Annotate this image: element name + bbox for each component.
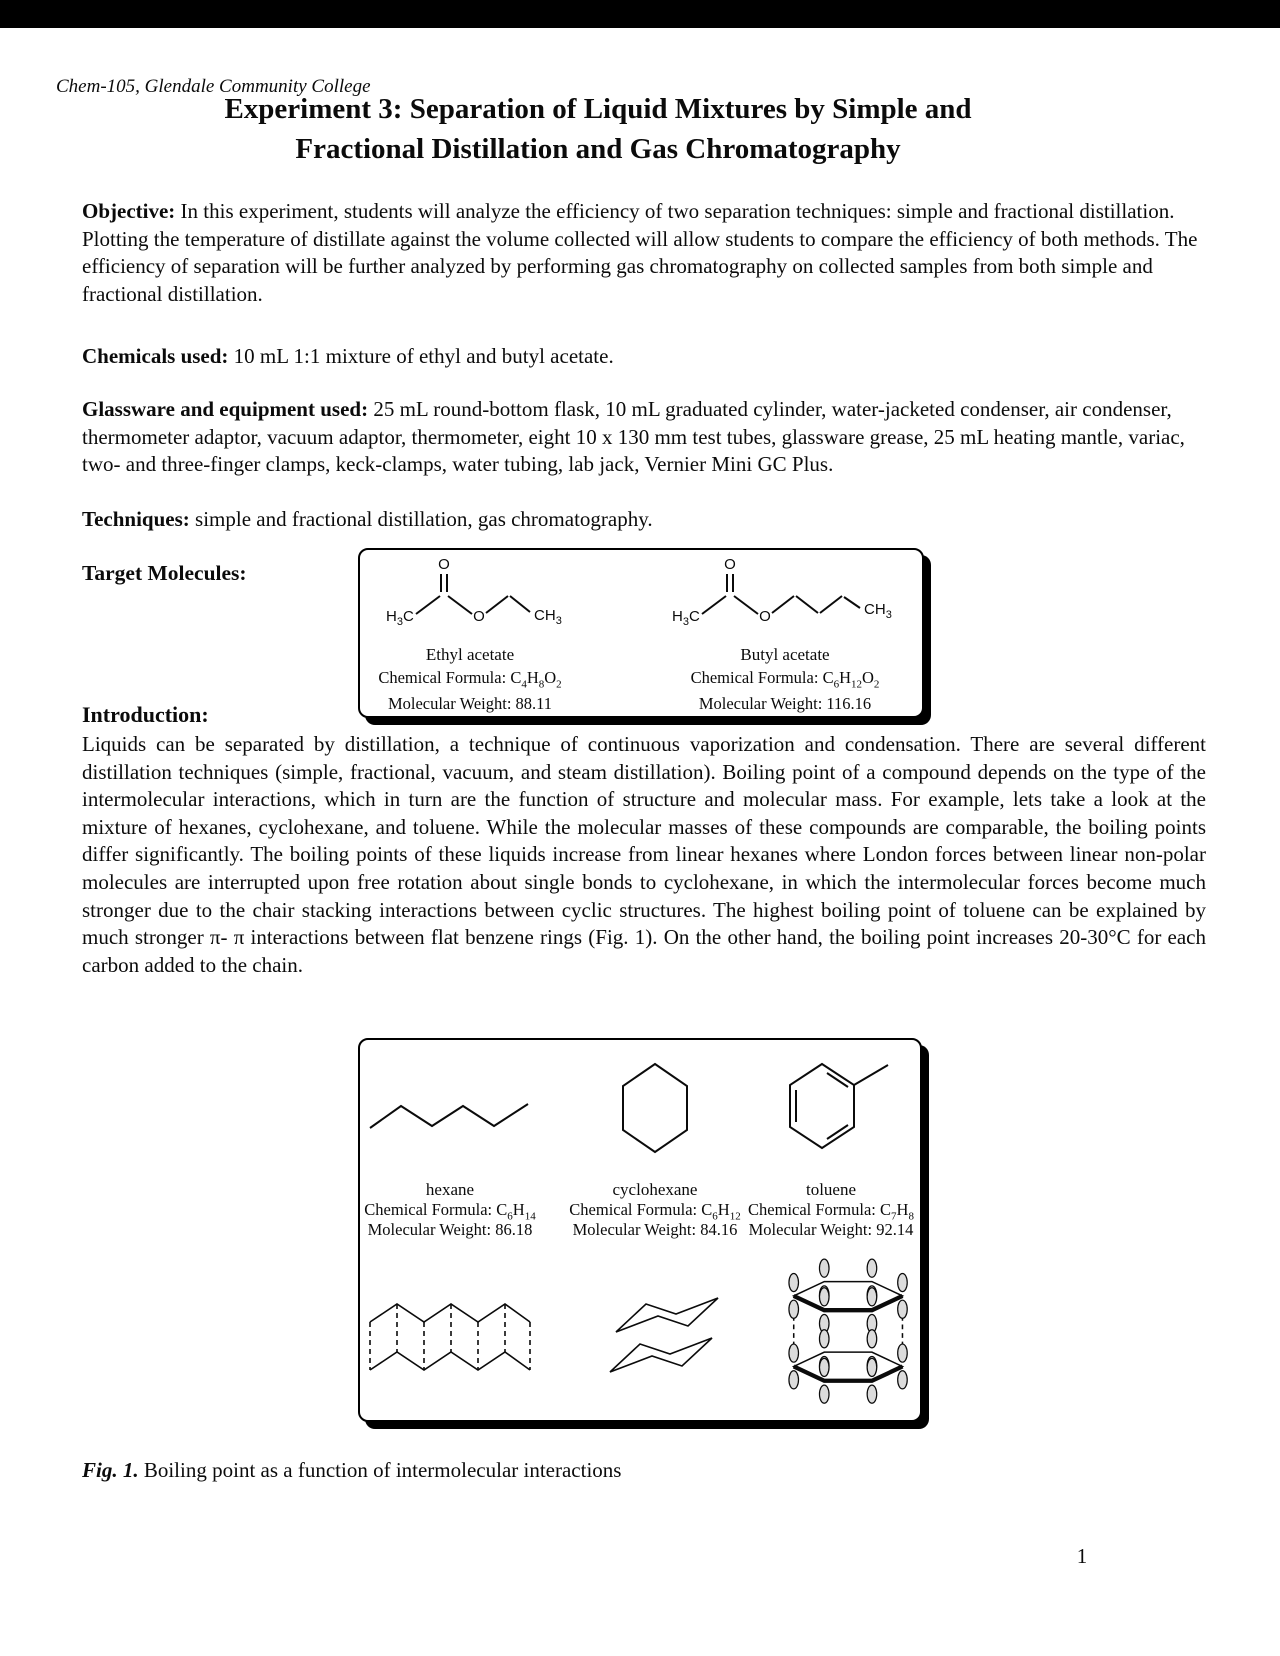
glassware-text: 25 mL round-bottom flask, 10 mL graduated cylinder, water-jacketed condenser, air condenser, thermometer adaptor, vacuum adaptor, thermometer, eight 10 x 130 mm test tubes, glassware grease, 25 mL heating mantle, variac, two- and three-finger clamps, keck-clamps, water tubing, lab jack, Vernier Mini GC Plus.: [82, 397, 1185, 477]
butyl-acetate-structure: [668, 556, 903, 634]
molecule-formula: Chemical Formula: $C_4H_8O_2$: [378, 668, 562, 691]
ethyl-ester-o-label: O: [473, 608, 485, 625]
chair-stacking-diagram: [608, 1292, 723, 1377]
fig1-weight-cyclohexane: Molecular Weight: 84.16: [572, 1220, 738, 1239]
butyl-methyl-right-label: $CH_3$: [864, 601, 892, 621]
toluene-structure: [784, 1060, 896, 1152]
techniques-label: Techniques:: [82, 507, 190, 531]
course-header: Chem-105, Glendale Community College: [56, 76, 371, 97]
butyl-ester-o-label: O: [759, 608, 771, 625]
fig1-name-hexane: hexane: [425, 1180, 475, 1199]
introduction-paragraph: Liquids can be separated by distillation, a technique of continuous vaporization and condensation. There are several different distillation techniques (simple, fractional, vacuum, and steam distillation). Boiling point of a compound depends on the type of the intermolecular interactions, which in turn are the function of structure and molecular mass. For example, lets take a look at the mixture of hexanes, cyclohexane, and toluene. While the molecular masses of these compounds are comparable, the boiling points differ significantly. The boiling points of these liquids increase from linear hexanes where London forces between linear non-polar molecules are interrupted upon free rotation about single bonds to cyclohexane, in which the intermolecular forces become much stronger due to the chair stacking interactions between cyclic structures. The highest boiling point of toluene can be explained by much stronger π- π interactions between flat benzene rings (Fig. 1). On the other hand, the boiling point increases 20-30°C for each carbon added to the chain.: [82, 732, 1206, 977]
pi-stacking-diagram: [788, 1254, 912, 1416]
figure1-caption-label: Fig. 1.: [82, 1458, 139, 1482]
ethyl-acetate-caption: [370, 645, 570, 714]
target-molecules-label: Target Molecules:: [82, 561, 247, 585]
fig1-formula-cyclohexane: Chemical Formula: $C_6H_{12}$: [569, 1200, 741, 1223]
title-line-1: Experiment 3: Separation of Liquid Mixtures by Simple and: [224, 93, 972, 125]
chemicals-label: Chemicals used:: [82, 344, 229, 368]
fig1-formula-toluene: Chemical Formula: $C_7H_8$: [748, 1200, 914, 1223]
page-number: 1: [1076, 1544, 1088, 1568]
figure1-box: [358, 1038, 922, 1422]
fig1-name-cyclohexane: cyclohexane: [612, 1180, 698, 1199]
molecule-name: Butyl acetate: [740, 645, 830, 664]
fig1-name-toluene: toluene: [805, 1180, 857, 1199]
figure1-caption-text: Boiling point as a function of intermolecular interactions: [138, 1458, 622, 1482]
scan-top-bar: [0, 0, 1280, 28]
ethyl-methyl-left-label: $H_3C$: [386, 608, 414, 628]
fig1-weight-toluene: Molecular Weight: 92.14: [748, 1220, 914, 1239]
hexane-stacking-diagram: [368, 1292, 533, 1376]
chemicals-text: 10 mL 1:1 mixture of ethyl and butyl acetate.: [228, 344, 614, 368]
ethyl-acetate-structure: [382, 556, 572, 634]
techniques-text: simple and fractional distillation, gas chromatography.: [189, 507, 653, 531]
molecule-name: Ethyl acetate: [425, 645, 515, 664]
target-molecules-box: [358, 548, 924, 718]
butyl-methyl-left-label: $H_3C$: [672, 608, 700, 628]
objective-text: In this experiment, students will analyze the efficiency of two separation techniques: simple and fractional distillation. Plotting the temperature of distillate against the volume collected will allow students to compare the efficiency of both methods. The efficiency of separation will be further analyzed by performing gas chromatography on collected samples from both simple and fractional distillation.: [82, 199, 1198, 306]
ethyl-carbonyl-o-label: O: [438, 556, 450, 573]
glassware-paragraph: [82, 396, 1206, 479]
chemicals-paragraph: [82, 343, 1206, 371]
page-title: [82, 89, 1114, 169]
fig1-weight-hexane: Molecular Weight: 86.18: [367, 1220, 533, 1239]
ethyl-methyl-right-label: $CH_3$: [534, 607, 562, 627]
introduction-label: Introduction:: [82, 702, 209, 727]
butyl-carbonyl-o-label: O: [724, 556, 736, 573]
molecule-weight: Molecular Weight: 88.11: [387, 694, 553, 714]
molecule-formula: Chemical Formula: $C_6H_{12}O_2$: [690, 668, 880, 691]
techniques-paragraph: [82, 506, 1206, 534]
cyclohexane-structure: [620, 1062, 690, 1154]
objective-label: Objective:: [82, 199, 176, 223]
fig1-formula-hexane: Chemical Formula: $C_6H_{14}$: [364, 1200, 536, 1223]
hexane-structure: [368, 1094, 533, 1134]
figure1-caption: [82, 1458, 621, 1483]
glassware-label: Glassware and equipment used:: [82, 397, 369, 421]
title-line-2: Fractional Distillation and Gas Chromatography: [295, 133, 901, 165]
molecule-weight: Molecular Weight: 116.16: [698, 694, 872, 714]
objective-paragraph: [82, 198, 1206, 308]
butyl-acetate-caption: [680, 645, 890, 714]
